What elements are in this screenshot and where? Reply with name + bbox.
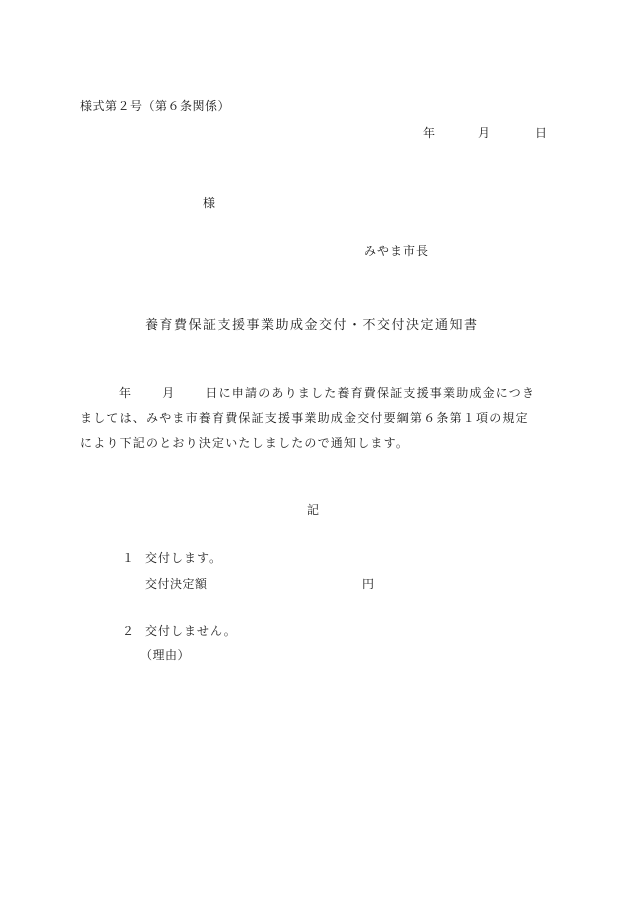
amount-label: 交付決定額 [145,577,208,591]
date-year-label: 年 [423,126,436,140]
reason-label: （理由） [140,648,191,662]
amount-unit: 円 [362,577,375,591]
recipient-honorific: 様 [203,196,216,210]
item-1-number: １ [122,551,135,565]
item-2-text: 交付しません。 [145,624,237,638]
document-title: 養育費保証支援事業助成金交付・不交付決定通知書 [145,318,479,333]
issuer-name: みやま市長 [364,244,430,258]
date-day-label: 日 [535,126,548,140]
body-line-3: により下記のとおり決定いたしましたので通知します。 [80,436,410,450]
body-paragraph [80,381,552,456]
body-line-1 [80,381,552,406]
item-2-number: ２ [122,624,135,638]
body-line-1-text: 日に申請のありました養育費保証支援事業助成金につき [205,386,536,400]
body-year-label: 年 [119,386,133,400]
ki-heading: 記 [307,503,320,517]
body-month-label: 月 [162,386,176,400]
date-month-label: 月 [478,126,491,140]
body-line-2: ましては、みやま市養育費保証支援事業助成金交付要綱第６条第１項の規定 [80,411,529,425]
item-1-text: 交付します。 [145,551,223,565]
form-number: 様式第２号（第６条関係） [80,99,231,113]
